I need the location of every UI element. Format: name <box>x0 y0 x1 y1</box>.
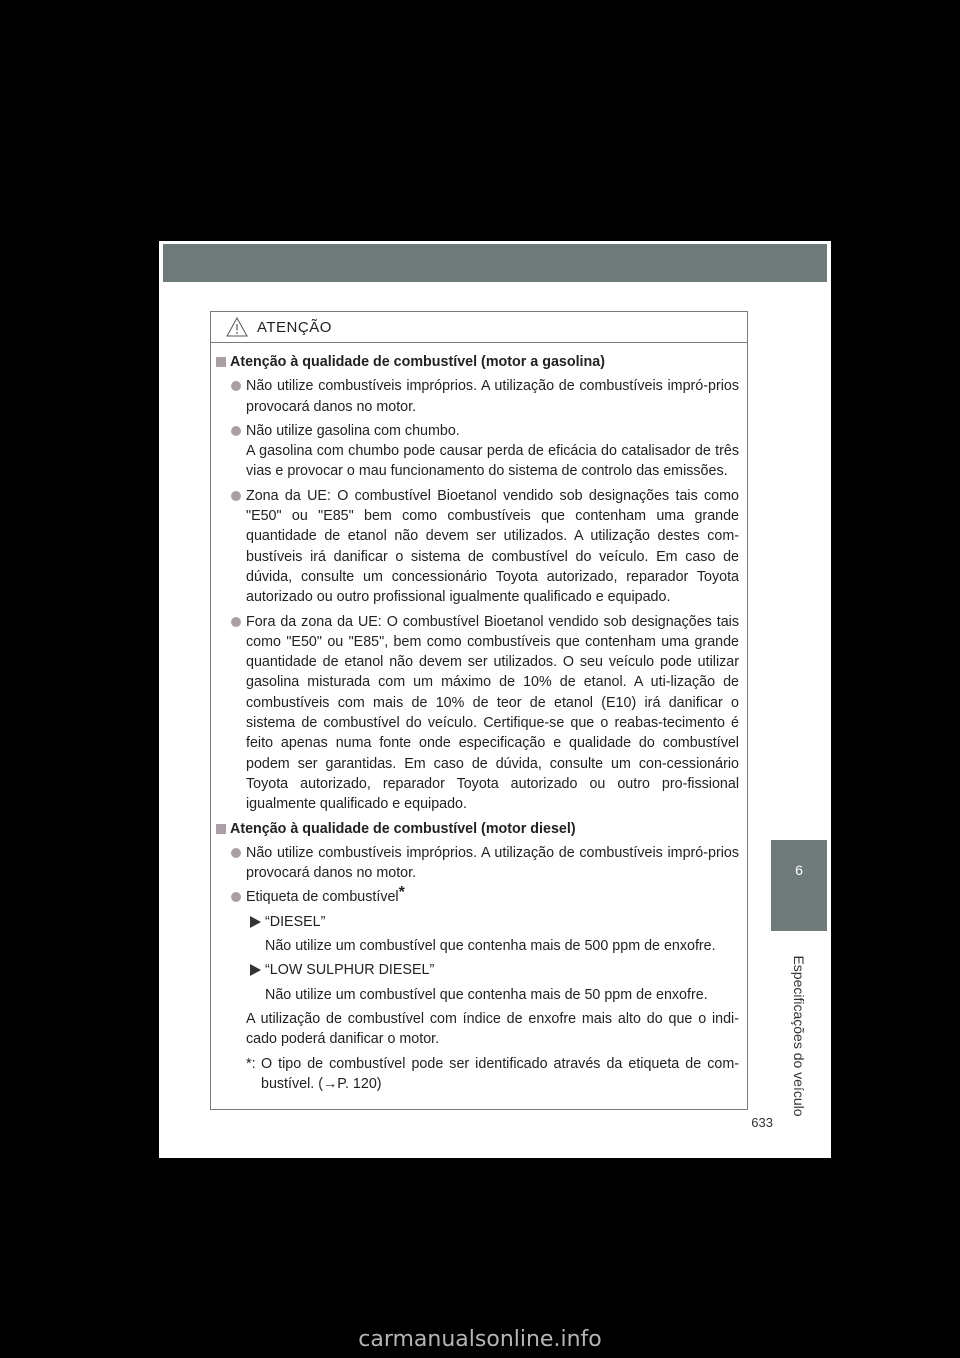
warning-header <box>211 312 747 343</box>
circle-bullet-icon <box>231 426 241 436</box>
arrow-right-icon <box>250 964 261 976</box>
bullet-text: Zona da UE: O combustível Bioetanol vendido sob designações tais como "E50" ou "E85" bem como combustíveis que contenham uma grande quantidade de etanol não devem ser utilizados. A utilização destes com-bustíveis irá danificar o sistema de combustível do veículo. Em caso de dúvida, consulte um concessionário Toyota autorizado, reparador Toyota autorizado ou outro profissional igualmente qualificado e equipado. <box>246 487 739 606</box>
section-title-text: Atenção à qualidade de combustível (motor diesel) <box>230 820 576 837</box>
page-number: 633 <box>751 1115 773 1130</box>
bullet-item <box>216 486 739 608</box>
fuel-label-name: “DIESEL” <box>265 913 326 930</box>
bullet-item <box>216 612 739 815</box>
fuel-label-item <box>216 912 739 932</box>
circle-bullet-icon <box>231 892 241 902</box>
bullet-text: Não utilize combustíveis impróprios. A utilização de combustíveis impró-prios provocará danos no motor. <box>246 844 739 882</box>
chapter-title-vertical <box>771 941 827 1131</box>
circle-bullet-icon <box>231 617 241 627</box>
footnote-text: O tipo de combustível pode ser identificado através da etiqueta de com-bustível. (→P. 120) <box>261 1055 739 1092</box>
circle-bullet-icon <box>231 848 241 858</box>
arrow-right-icon <box>250 916 261 928</box>
bullet-text: Fora da zona da UE: O combustível Bioetanol vendido sob designações tais como "E50" ou "E85", bem como combustíveis que contenham uma grande quantidade de etanol não devem ser utilizados. O seu veículo pode utilizar gasolina misturada com um máximo de 10% de etanol. A uti-lização de combustíveis com mais de 10% de teor de etanol (E10) irá danificar o sistema de combustível do veículo. Certifique-se que o reabas-tecimento é feito apenas numa fonte onde especificação e qualidade do combustível podem ser garantidas. Em caso de dúvida, consulte um con-cessionário Toyota autorizado, reparador Toyota autorizado ou outro pro-fissional igualmente qualificado e equipado. <box>246 613 739 813</box>
bullet-item <box>216 843 739 884</box>
fuel-label-desc: Não utilize um combustível que contenha mais de 500 ppm de enxofre. <box>265 938 716 955</box>
chapter-number: 6 <box>795 862 803 878</box>
section-title-text: Atenção à qualidade de combustível (motor a gasolina) <box>230 354 605 370</box>
warning-title: ATENÇÃO <box>257 319 332 336</box>
chapter-title: Especificações do veículo <box>791 955 807 1117</box>
sulphur-note: A utilização de combustível com índice de enxofre mais alto do que o indi-cado poderá danificar o motor. <box>246 1010 739 1048</box>
circle-bullet-icon <box>231 381 241 391</box>
bullet-item <box>216 421 739 482</box>
asterisk-mark: * <box>398 884 405 902</box>
bullet-text: Não utilize gasolina com chumbo. <box>246 422 460 439</box>
fuel-label-desc: Não utilize um combustível que contenha mais de 50 ppm de enxofre. <box>265 986 708 1003</box>
bullet-detail-text: A gasolina com chumbo pode causar perda de eficácia do catalisador de três vias e provocar o mau funcionamento do sistema de controlo das emissões. <box>246 443 739 480</box>
bullet-item <box>216 376 739 417</box>
header-bar <box>163 244 827 282</box>
square-bullet-icon <box>216 357 226 367</box>
section-title-gasoline <box>216 352 739 372</box>
footnote <box>216 1054 739 1095</box>
fuel-label-name: “LOW SULPHUR DIESEL” <box>265 962 435 979</box>
warning-box <box>210 311 748 1110</box>
fuel-label-item <box>216 960 739 980</box>
bullet-text: Não utilize combustíveis impróprios. A utilização de combustíveis impró-prios provocará danos no motor. <box>246 378 739 415</box>
circle-bullet-icon <box>231 491 241 501</box>
chapter-tab <box>771 840 827 931</box>
warning-triangle-icon <box>226 317 248 337</box>
footnote-mark: *: <box>246 1055 256 1072</box>
warning-body <box>211 343 747 1094</box>
bullet-item <box>216 884 739 907</box>
square-bullet-icon <box>216 824 226 834</box>
manual-page <box>159 241 831 1158</box>
bullet-text: Etiqueta de combustível <box>246 889 399 906</box>
watermark: carmanualsonline.info <box>358 1327 602 1352</box>
section-title-diesel <box>216 819 739 839</box>
